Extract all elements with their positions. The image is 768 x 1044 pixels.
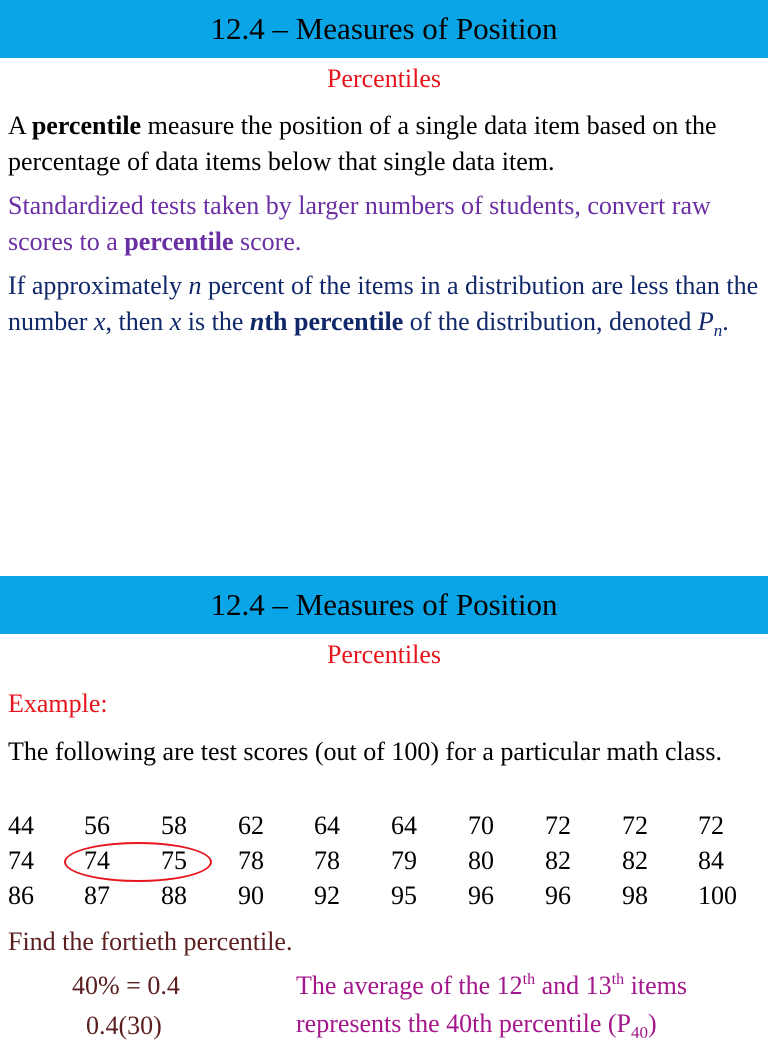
score-cell: 82: [622, 846, 648, 875]
score-cell: 84: [698, 846, 724, 875]
slide-example: [0, 576, 768, 1042]
answer-note: The average of the 12th and 13th items: [296, 971, 687, 1000]
step-percent: 40% = 0.4: [72, 971, 180, 1000]
answer-note-line2: represents the 40th percentile $(P_{40})$: [296, 1009, 657, 1042]
score-cell: 64: [314, 811, 340, 840]
score-cell: 70: [468, 811, 494, 840]
slide-subtitle: Percentiles: [326, 640, 442, 669]
score-cell: 72: [545, 811, 571, 840]
score-cell: 80: [468, 846, 494, 875]
score-cell: 92: [314, 881, 340, 910]
question: Find the fortieth percentile.: [8, 927, 293, 956]
score-cell: 74: [8, 846, 34, 875]
score-cell: 79: [391, 846, 417, 875]
score-cell: 96: [468, 881, 494, 910]
score-cell: 96: [545, 881, 571, 910]
score-cell: 98: [622, 881, 648, 910]
score-cell: 56: [84, 811, 110, 840]
standardized-tests-note: Standardized tests taken by larger numbers of students, convert raw scores to a percentile score.: [8, 191, 711, 256]
example-label: Example:: [8, 689, 108, 718]
score-cell: 64: [391, 811, 417, 840]
score-cell: 72: [698, 811, 724, 840]
score-cell: 82: [545, 846, 571, 875]
step-multiply: 0.4(30): [86, 1011, 162, 1040]
score-cell: 78: [238, 846, 264, 875]
score-cell: 58: [161, 811, 187, 840]
score-cell: 44: [8, 811, 34, 840]
percentile-definition: A percentile measure the position of a single data item based on the percentage of data items below that single data item.: [8, 111, 717, 176]
score-cell: 90: [238, 881, 264, 910]
slide-subtitle: Percentiles: [326, 64, 442, 93]
score-cell: 62: [238, 811, 264, 840]
score-cell: 95: [391, 881, 417, 910]
slide-definition: [0, 0, 768, 520]
score-cell: 86: [8, 881, 34, 910]
slide-title: 12.4 – Measures of Position: [0, 0, 768, 58]
score-cell: 87: [84, 881, 110, 910]
score-cell: 100: [698, 881, 737, 910]
example-intro: The following are test scores (out of 100) for a particular math class.: [8, 737, 723, 766]
score-cell: 78: [314, 846, 340, 875]
nth-percentile-definition: If approximately n percent of the items in a distribution are less than the number x, then x is the nth percentile of the distribution, denoted $P_n$.: [8, 271, 759, 340]
score-cell: 74: [84, 846, 110, 875]
highlight-circle: [64, 842, 212, 882]
score-cell: 72: [622, 811, 648, 840]
slide-title: 12.4 – Measures of Position: [0, 576, 768, 634]
score-cell: 88: [161, 881, 187, 910]
score-cell: 75: [161, 846, 187, 875]
